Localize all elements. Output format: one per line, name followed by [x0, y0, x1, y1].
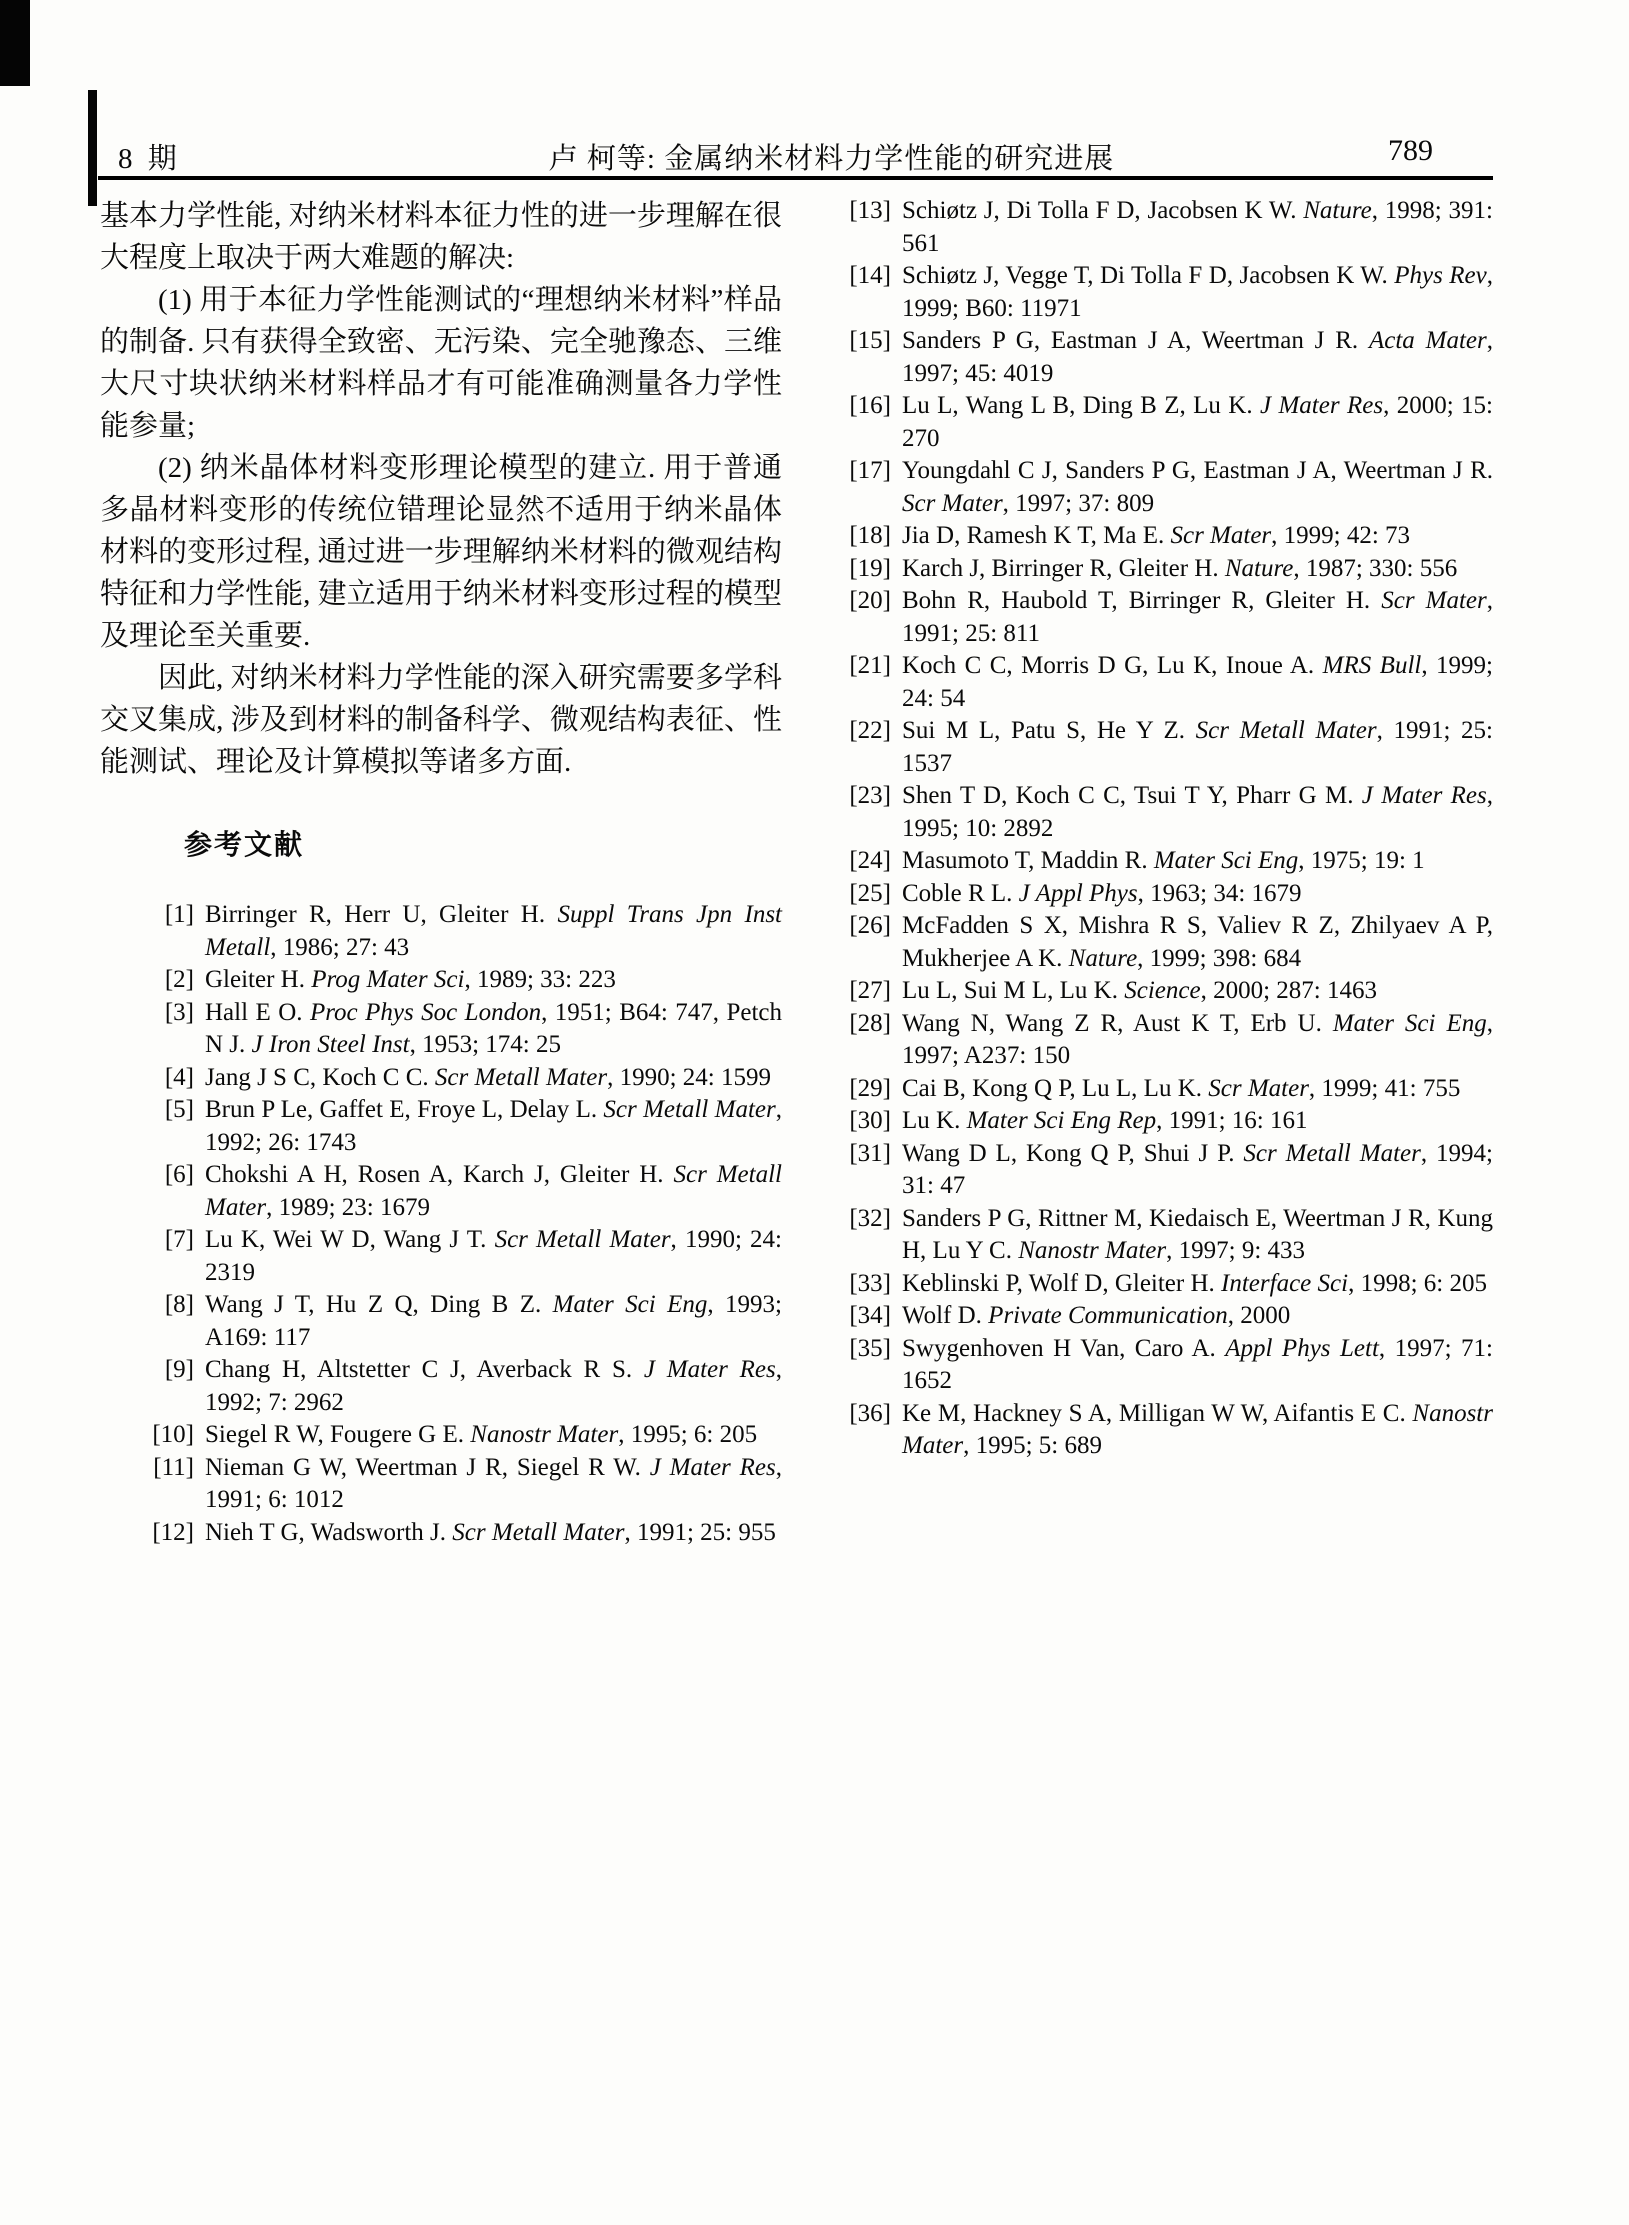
reference-item	[148, 997, 782, 1062]
reference-item	[845, 520, 1493, 553]
reference-item	[845, 780, 1493, 845]
reference-text: Wolf D. Private Communication, 2000	[902, 1302, 1291, 1329]
reference-item	[148, 1224, 782, 1289]
reference-number: [21]	[849, 652, 891, 679]
reference-item	[845, 715, 1493, 780]
reference-text: Schiøtz J, Vegge T, Di Tolla F D, Jacobsen K W. Phys Rev, 1999; B60: 11971	[902, 262, 1494, 322]
reference-item	[845, 975, 1493, 1008]
reference-item	[845, 195, 1493, 260]
reference-text: Sui M L, Patu S, He Y Z. Scr Metall Mater, 1991; 25: 1537	[902, 717, 1493, 777]
running-title: 卢 柯等: 金属纳米材料力学性能的研究进展	[548, 143, 1115, 175]
reference-number: [1]	[164, 901, 194, 928]
reference-item	[148, 899, 782, 964]
reference-text: Youngdahl C J, Sanders P G, Eastman J A, Weertman J R. Scr Mater, 1997; 37: 809	[902, 457, 1493, 517]
body-paragraph: 因此, 对纳米材料力学性能的深入研究需要多学科交叉集成, 涉及到材料的制备科学、微观结构表征、性能测试、理论及计算模拟等诸多方面.	[100, 662, 782, 778]
reference-number: [25]	[849, 879, 891, 907]
scan-artifact-bar	[88, 90, 97, 206]
reference-text: Wang D L, Kong Q P, Shui J P. Scr Metall Mater, 1994; 31: 47	[902, 1139, 1493, 1199]
reference-item	[845, 1300, 1493, 1333]
body-paragraph: 基本力学性能, 对纳米材料本征力性的进一步理解在很大程度上取决于两大难题的解决:	[100, 200, 782, 274]
reference-item	[148, 1354, 782, 1419]
reference-item	[845, 1333, 1493, 1398]
reference-number: [35]	[849, 1334, 891, 1362]
reference-number: [15]	[849, 327, 891, 354]
reference-text: Sanders P G, Eastman J A, Weertman J R. Acta Mater, 1997; 45: 4019	[902, 327, 1493, 387]
reference-text: Sanders P G, Rittner M, Kiedaisch E, Weertman J R, Kung H, Lu Y C. Nanostr Mater, 1997; 9: 433	[902, 1204, 1493, 1264]
reference-number: [33]	[849, 1269, 891, 1297]
reference-text: Cai B, Kong Q P, Lu L, Lu K. Scr Mater, 1999; 41: 755	[902, 1074, 1461, 1102]
reference-text: Lu L, Sui M L, Lu K. Science, 2000; 287: 1463	[902, 977, 1377, 1004]
reference-number: [22]	[849, 717, 891, 744]
reference-number: [24]	[849, 847, 891, 874]
reference-number: [14]	[849, 262, 891, 289]
reference-item	[148, 1452, 782, 1517]
reference-number: [28]	[849, 1009, 891, 1037]
reference-text: Lu L, Wang L B, Ding B Z, Lu K. J Mater Res, 2000; 15: 270	[902, 392, 1493, 452]
reference-item	[845, 845, 1493, 878]
body-paragraph: (2) 纳米晶体材料变形理论模型的建立. 用于普通多晶材料变形的传统位错理论显然不适用于纳米晶体材料的变形过程, 通过进一步理解纳米材料的微观结构特征和力学性能, 建立适用于纳米材料变形过程的模型及理论至关重要.	[100, 452, 782, 652]
reference-number: [30]	[849, 1107, 891, 1134]
reference-text: Nieh T G, Wadsworth J. Scr Metall Mater, 1991; 25: 955	[205, 1518, 776, 1546]
reference-text: Keblinski P, Wolf D, Gleiter H. Interface Sci, 1998; 6: 205	[902, 1269, 1487, 1297]
reference-number: [3]	[164, 998, 194, 1026]
reference-text: Gleiter H. Prog Mater Sci, 1989; 33: 223	[205, 966, 616, 993]
reference-number: [8]	[164, 1291, 194, 1318]
reference-item	[845, 1138, 1493, 1203]
body-paragraph: (1) 用于本征力学性能测试的“理想纳米材料”样品的制备. 只有获得全致密、无污染、完全驰豫态、三维大尺寸块状纳米材料样品才有可能准确测量各力学性能参量;	[100, 284, 782, 442]
reference-item	[845, 1073, 1493, 1106]
reference-number: [13]	[849, 197, 891, 224]
references-list-left	[148, 899, 782, 1549]
reference-item	[845, 455, 1493, 520]
reference-item	[845, 553, 1493, 586]
reference-text: Coble R L. J Appl Phys, 1963; 34: 1679	[902, 879, 1302, 907]
reference-number: [11]	[153, 1453, 194, 1481]
reference-item	[148, 1419, 782, 1452]
reference-number: [2]	[164, 966, 194, 993]
reference-item	[845, 1105, 1493, 1138]
reference-item	[148, 1062, 782, 1095]
reference-text: Schiøtz J, Di Tolla F D, Jacobsen K W. Nature, 1998; 391: 561	[902, 197, 1493, 257]
reference-number: [20]	[849, 587, 891, 614]
reference-text: Bohn R, Haubold T, Birringer R, Gleiter H. Scr Mater, 1991; 25: 811	[902, 587, 1494, 647]
reference-text: Lu K. Mater Sci Eng Rep, 1991; 16: 161	[902, 1107, 1308, 1134]
reference-text: Siegel R W, Fougere G E. Nanostr Mater, 1995; 6: 205	[205, 1421, 758, 1448]
reference-item	[845, 878, 1493, 911]
reference-number: [18]	[849, 522, 891, 549]
reference-number: [27]	[849, 977, 891, 1004]
reference-number: [32]	[849, 1204, 891, 1232]
reference-text: Koch C C, Morris D G, Lu K, Inoue A. MRS Bull, 1999; 24: 54	[902, 652, 1493, 712]
reference-number: [12]	[152, 1518, 194, 1546]
header-rule	[98, 176, 1493, 180]
reference-text: Swygenhoven H Van, Caro A. Appl Phys Lett, 1997; 71: 1652	[902, 1334, 1493, 1394]
reference-text: Jia D, Ramesh K T, Ma E. Scr Mater, 1999; 42: 73	[902, 522, 1411, 549]
reference-text: Birringer R, Herr U, Gleiter H. Suppl Trans Jpn Inst Metall, 1986; 27: 43	[205, 901, 782, 961]
reference-item	[148, 964, 782, 997]
reference-text: Chang H, Altstetter C J, Averback R S. J Mater Res, 1992; 7: 2962	[205, 1356, 782, 1416]
reference-text: Shen T D, Koch C C, Tsui T Y, Pharr G M. J Mater Res, 1995; 10: 2892	[902, 782, 1493, 842]
reference-number: [29]	[849, 1074, 891, 1102]
references-heading: 参考文献	[184, 830, 305, 861]
reference-text: Karch J, Birringer R, Gleiter H. Nature, 1987; 330: 556	[902, 554, 1458, 582]
reference-number: [10]	[152, 1421, 194, 1448]
reference-number: [17]	[849, 457, 891, 484]
reference-item	[845, 585, 1493, 650]
reference-number: [16]	[849, 392, 891, 419]
scan-artifact-corner	[0, 0, 30, 86]
reference-item	[845, 1203, 1493, 1268]
reference-number: [7]	[164, 1226, 194, 1253]
reference-item	[845, 1268, 1493, 1301]
reference-number: [36]	[849, 1399, 891, 1427]
reference-text: Ke M, Hackney S A, Milligan W W, Aifantis E C. Nanostr Mater, 1995; 5: 689	[902, 1399, 1493, 1459]
reference-text: Wang J T, Hu Z Q, Ding B Z. Mater Sci Eng, 1993; A169: 117	[205, 1291, 782, 1351]
reference-text: Brun P Le, Gaffet E, Froye L, Delay L. Scr Metall Mater, 1992; 26: 1743	[205, 1096, 782, 1156]
reference-number: [6]	[164, 1161, 194, 1188]
reference-number: [31]	[849, 1139, 891, 1167]
reference-number: [34]	[849, 1302, 891, 1329]
reference-item	[845, 910, 1493, 975]
reference-item	[845, 1008, 1493, 1073]
references-list-right	[845, 195, 1493, 1463]
reference-item	[845, 1398, 1493, 1463]
reference-text: Jang J S C, Koch C C. Scr Metall Mater, 1990; 24: 1599	[205, 1063, 771, 1091]
reference-item	[148, 1517, 782, 1550]
reference-number: [19]	[849, 554, 891, 582]
reference-text: Masumoto T, Maddin R. Mater Sci Eng, 1975; 19: 1	[902, 847, 1425, 874]
journal-issue: 8 期	[118, 143, 181, 175]
reference-text: Chokshi A H, Rosen A, Karch J, Gleiter H. Scr Metall Mater, 1989; 23: 1679	[205, 1161, 782, 1221]
reference-item	[148, 1289, 782, 1354]
reference-item	[845, 650, 1493, 715]
reference-item	[845, 260, 1493, 325]
reference-number: [5]	[164, 1096, 194, 1123]
reference-text: Lu K, Wei W D, Wang J T. Scr Metall Mater, 1990; 24: 2319	[205, 1226, 782, 1286]
reference-number: [9]	[164, 1356, 194, 1383]
right-column	[845, 195, 1493, 1463]
left-column	[100, 195, 782, 1549]
reference-item	[845, 325, 1493, 390]
reference-item	[148, 1159, 782, 1224]
reference-number: [26]	[849, 912, 891, 939]
reference-text: Hall E O. Proc Phys Soc London, 1951; B64: 747, Petch N J. J Iron Steel Inst, 1953; 174: 25	[205, 998, 783, 1058]
reference-text: Nieman G W, Weertman J R, Siegel R W. J Mater Res, 1991; 6: 1012	[205, 1453, 783, 1513]
reference-number: [4]	[164, 1063, 194, 1091]
reference-text: Wang N, Wang Z R, Aust K T, Erb U. Mater Sci Eng, 1997; A237: 150	[902, 1009, 1493, 1069]
reference-text: McFadden S X, Mishra R S, Valiev R Z, Zhilyaev A P, Mukherjee A K. Nature, 1999; 398: 684	[902, 912, 1493, 972]
reference-number: [23]	[849, 782, 891, 809]
page-number: 789	[1388, 134, 1433, 167]
reference-item	[845, 390, 1493, 455]
reference-item	[148, 1094, 782, 1159]
